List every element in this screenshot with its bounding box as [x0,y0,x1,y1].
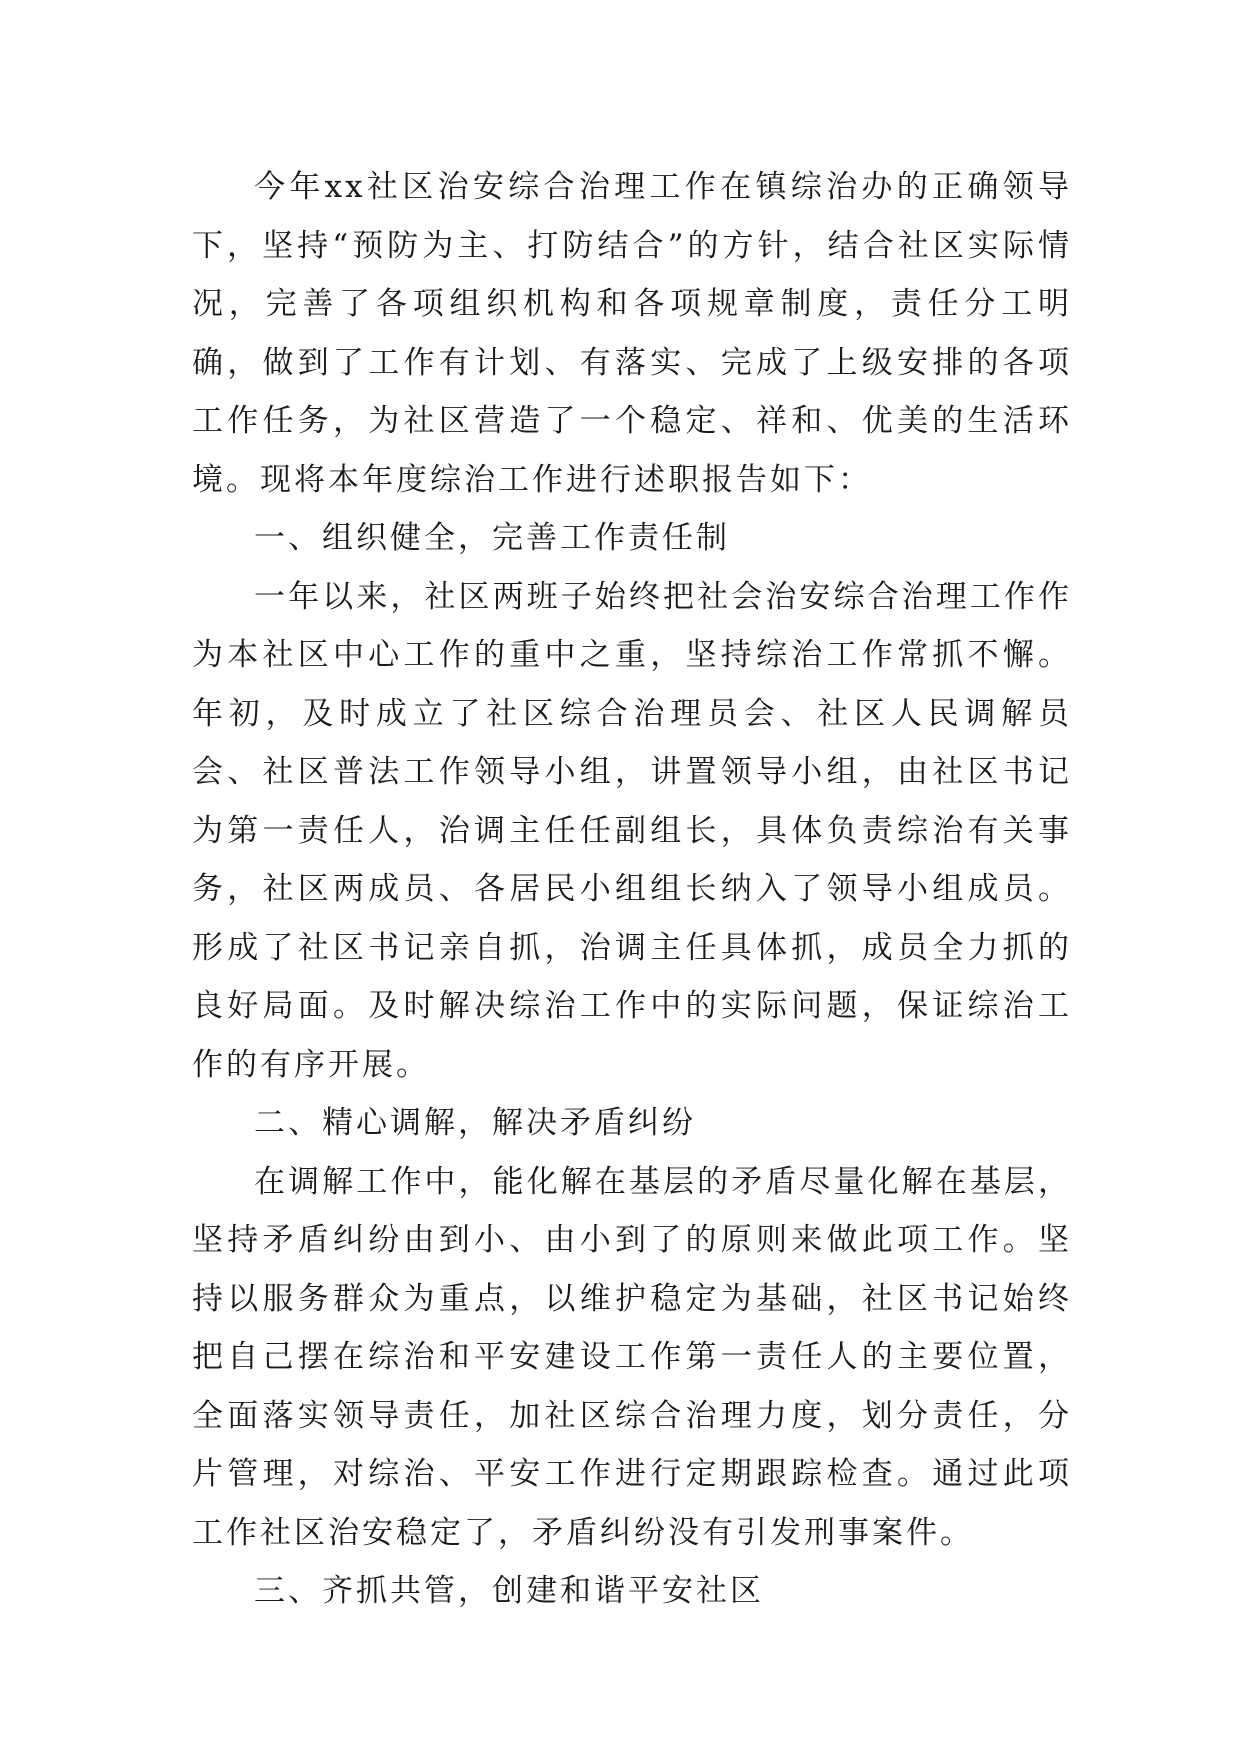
section-heading-1: 一、组织健全，完善工作责任制 [254,520,730,556]
document-body [192,158,1072,1621]
section-1-paragraph: 一年以来，社区两班子始终把社会治安综合治理工作作为本社区中心工作的重中之重，坚持综治工作常抓不懈。年初，及时成立了社区综合治理员会、社区人民调解员会、社区普法工作领导小组，讲置领导小组，由社区书记为第一责任人，治调主任任副组长，具体负责综治有关事务，社区两成员、各居民小组组长纳入了领导小组成员。形成了社区书记亲自抓，治调主任具体抓，成员全力抓的良好局面。及时解决综治工作中的实际问题，保证综治工作的有序开展。 [192,578,1072,1083]
section-heading-3: 三、齐抓共管，创建和谐平安社区 [254,1573,764,1609]
intro-paragraph: 今年xx社区治安综合治理工作在镇综治办的正确领导下，坚持“预防为主、打防结合”的方针，结合社区实际情况，完善了各项组织机构和各项规章制度，责任分工明确，做到了工作有计划、有落实、完成了上级安排的各项工作任务，为社区营造了一个稳定、祥和、优美的生活环境。现将本年度综治工作进行述职报告如下： [192,169,1072,498]
section-2-paragraph: 在调解工作中，能化解在基层的矛盾尽量化解在基层，坚持矛盾纠纷由到小、由小到了的原则来做此项工作。坚持以服务群众为重点，以维护稳定为基础，社区书记始终把自己摆在综治和平安建设工作第一责任人的主要位置，全面落实领导责任，加社区综合治理力度，划分责任，分片管理，对综治、平安工作进行定期跟踪检查。通过此项工作社区治安稳定了，矛盾纠纷没有引发刑事案件。 [192,1163,1072,1551]
section-heading-2: 二、精心调解，解决矛盾纠纷 [254,1105,696,1141]
